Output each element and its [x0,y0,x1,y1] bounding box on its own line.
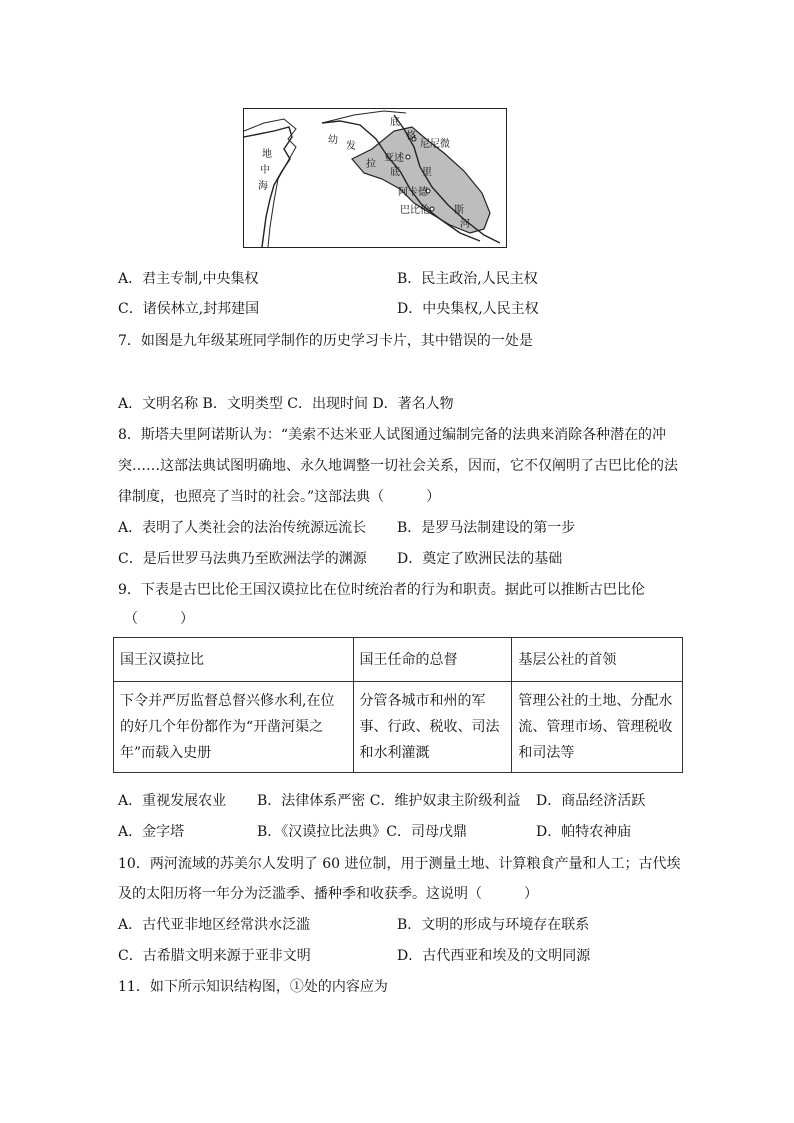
q6-option-b: B．民主政治,人民主权 [397,271,538,287]
q7-stem: 7．如图是九年级某班同学制作的历史学习卡片，其中错误的一处是 [118,333,533,349]
q8-option-d: D．奠定了欧洲民法的基础 [397,551,563,567]
q10-option-a: A．古代亚非地区经常洪水泛滥 [118,917,311,933]
q8-option-a: A．表明了人类社会的法治传统源远流长 [118,520,367,536]
sea-label-3: 海 [258,181,268,192]
q6-option-a: A．君主专制,中央集权 [118,271,259,287]
q9-option2-a: A．金字塔 [118,824,185,840]
q9-option-bc: B．法律体系严密 C．维护奴隶主阶级利益 [257,793,521,809]
sea-label-2: 中 [260,165,270,176]
header-commune-leader: 基层公社的首领 [512,638,683,682]
tigris-label-3: 里 [422,167,432,178]
tigris-label-2: 格 [406,131,416,142]
q6-option-c: C．诸侯林立,封邦建国 [118,301,260,317]
q9-option-a: A．重视发展农业 [118,793,227,809]
q11-stem: 11．如下所示知识结构图，①处的内容应为 [118,979,388,995]
euphrates-label-1: 幼 [328,135,338,146]
q8-stem-line-2: 突……这部法典试图明确地、永久地调整一切社会关系，因而，它不仅阐明了古巴比伦的法 [118,458,678,474]
q10-option-c: C．古希腊文明来源于亚非文明 [118,948,311,964]
q8-stem-line-3: 律制度，也照亮了当时的社会。”这部法典（ ） [118,489,441,505]
q6-option-d: D．中央集权,人民主权 [397,301,539,317]
map-drawing [244,109,506,247]
babylon-label: 巴比伦 [400,205,430,216]
assur-label: 亚述 [384,153,404,164]
cell-commune-leader: 管理公社的土地、分配水流、管理市场、管理税收和司法等 [512,682,683,773]
q8-option-c: C．是后世罗马法典乃至欧洲法学的渊源 [118,551,367,567]
table-row [114,682,683,773]
mesopotamia-map [243,108,507,248]
header-king: 国王汉谟拉比 [114,638,354,682]
q9-table [113,637,683,773]
euphrates-label-2: 发 [346,141,356,152]
q9-option-d: D．商品经济活跃 [536,793,646,809]
q9-stem-line-1: 9．下表是古巴比伦王国汉谟拉比在位时统治者的行为和职责。据此可以推断古巴比伦 [118,582,645,598]
q9-option2-bc: B．《汉谟拉比法典》C．司母戊鼎 [257,824,467,840]
q9-stem-line-2: （ ） [124,611,194,627]
q7-options: A．文明名称 B．文明类型 C．出现时间 D．著名人物 [118,396,454,412]
euphrates-label-4: 底 [390,167,400,178]
sea-label-1: 地 [262,149,272,160]
q8-stem-line-1: 8．斯塔夫里阿诺斯认为：“美索不达米亚人试图通过编制完备的法典来消除各种潜在的冲 [118,427,667,443]
header-governor: 国王任命的总督 [353,638,512,682]
q10-option-d: D．古代西亚和埃及的文明同源 [397,948,591,964]
q8-option-b: B．是罗马法制建设的第一步 [397,520,576,536]
nineveh-label: 尼尼微 [420,139,450,150]
akkad-label: 阿卡德 [398,187,428,198]
tigris-label-5: 河 [460,219,470,230]
cell-king: 下令并严厉监督总督兴修水利,在位的好几个年份都作为“开凿河渠之年”而载入史册 [114,682,354,773]
q10-stem-line-2: 及的太阳历将一年分为泛滥季、播种季和收获季。这说明（ ） [118,886,538,902]
tigris-label-1: 底 [390,117,400,128]
q10-stem-line-1: 10．两河流域的苏美尔人发明了 60 进位制，用于测量土地、计算粮食产量和人工；古代埃 [118,856,681,872]
euphrates-label-3: 拉 [366,159,376,170]
tigris-label-4: 斯 [454,205,464,216]
table-header-row [114,638,683,682]
q10-option-b: B．文明的形成与环境存在联系 [397,917,590,933]
q9-option2-d: D．帕特农神庙 [536,824,632,840]
cell-governor: 分管各城市和州的军事、行政、税收、司法和水利灌溉 [353,682,512,773]
